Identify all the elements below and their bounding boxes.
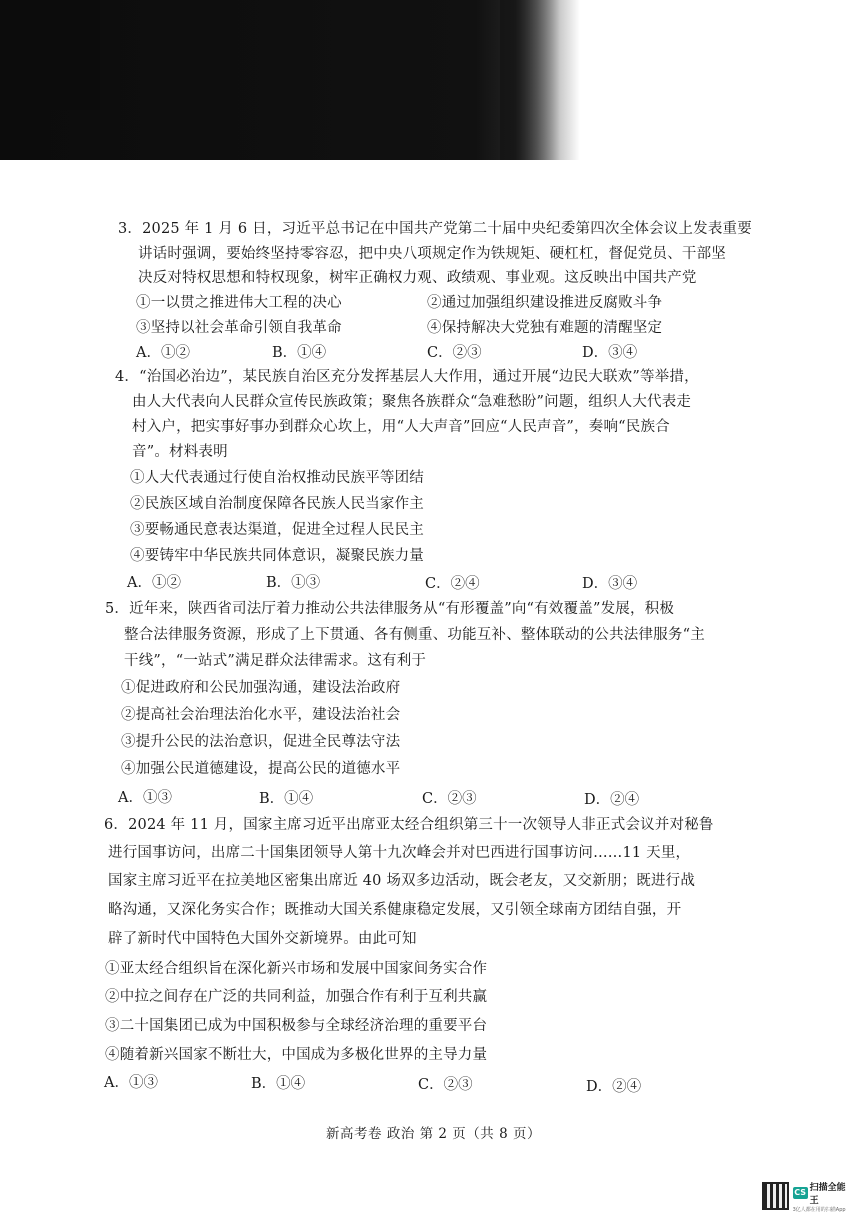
- scanner-watermark: [762, 1177, 852, 1215]
- q5-item-1: ①促进政府和公民加强沟通，建设法治政府: [121, 680, 401, 696]
- q5-stem-line-3: 干线”，“一站式”满足群众法律需求。这有利于: [124, 653, 427, 669]
- q4-item-4: ④要铸牢中华民族共同体意识，凝聚民族力量: [130, 548, 424, 564]
- q6-stem-line-5: 辟了新时代中国特色大国外交新境界。由此可知: [108, 931, 417, 947]
- q6-stem-line-3: 国家主席习近平在拉美地区密集出席近 40 场双多边活动，既会老友，又交新朋；既进行战: [108, 873, 696, 889]
- q3-item-1: ①一以贯之推进伟大工程的决心: [136, 295, 342, 311]
- q6-stem-line-2: 进行国事访问，出席二十国集团领导人第十九次峰会并对巴西进行国事访问……11 天里，: [108, 845, 691, 861]
- q5-option-a: A．①③: [118, 790, 172, 806]
- q3-item-2: ②通过加强组织建设推进反腐败斗争: [427, 295, 663, 311]
- q3-stem-line-2: 讲话时强调，要始终坚持零容忍，把中央八项规定作为铁规矩、硬杠杠，督促党员、干部坚: [138, 246, 726, 262]
- q5-item-2: ②提高社会治理法治化水平，建设法治社会: [121, 707, 401, 723]
- q5-item-4: ④加强公民道德建设，提高公民的道德水平: [121, 761, 401, 777]
- watermark-subtitle: 3亿人都在用的扫描App: [792, 1206, 846, 1213]
- q4-stem-line-4: 音”。材料表明: [132, 444, 228, 460]
- q3-option-a: A．①②: [136, 345, 190, 361]
- q5-option-c: C．②③: [422, 791, 477, 807]
- q3-option-d: D．③④: [582, 345, 638, 361]
- q3-stem-line-1: 3．2025 年 1 月 6 日，习近平总书记在中国共产党第二十届中央纪委第四次全体会议上发表重要: [118, 221, 752, 237]
- q6-item-3: ③二十国集团已成为中国积极参与全球经济治理的重要平台: [105, 1018, 488, 1034]
- q4-stem-line-1: 4．“治国必治边”，某民族自治区充分发挥基层人大作用，通过开展“边民大联欢”等举措，: [115, 369, 699, 385]
- q4-item-3: ③要畅通民意表达渠道，促进全过程人民民主: [130, 522, 424, 538]
- q4-stem-line-2: 由人大代表向人民群众宣传民族政策；聚焦各族群众“急难愁盼”问题，组织人大代表走: [132, 394, 692, 410]
- q4-item-1: ①人大代表通过行使自治权推动民族平等团结: [130, 470, 424, 486]
- q6-option-a: A．①③: [104, 1075, 158, 1091]
- q3-option-c: C．②③: [427, 345, 482, 361]
- q6-stem-line-4: 略沟通，又深化务实合作；既推动大国关系健康稳定发展，又引领全球南方团结自强，开: [108, 902, 682, 918]
- qr-code-icon: [762, 1182, 789, 1210]
- q6-option-c: C．②③: [418, 1077, 473, 1093]
- q5-item-3: ③提升公民的法治意识，促进全民尊法守法: [121, 734, 401, 750]
- q4-option-d: D．③④: [582, 576, 638, 592]
- q5-option-d: D．②④: [584, 792, 640, 808]
- q5-option-b: B．①④: [259, 791, 314, 807]
- q6-stem-line-1: 6．2024 年 11 月，国家主席习近平出席亚太经合组织第三十一次领导人非正式会议并对秘鲁: [104, 817, 714, 833]
- q3-item-3: ③坚持以社会革命引领自我革命: [136, 320, 342, 336]
- q5-stem-line-1: 5．近年来，陕西省司法厅着力推动公共法律服务从“有形覆盖”向“有效覆盖”发展，积极: [105, 601, 675, 617]
- q4-option-c: C．②④: [425, 576, 480, 592]
- q6-option-b: B．①④: [251, 1076, 306, 1092]
- q3-option-b: B．①④: [272, 345, 327, 361]
- q5-stem-line-2: 整合法律服务资源，形成了上下贯通、各有侧重、功能互补、整体联动的公共法律服务“主: [124, 627, 705, 643]
- watermark-text: [793, 1180, 852, 1213]
- q4-stem-line-3: 村入户，把实事好事办到群众心坎上，用“人大声音”回应“人民声音”，奏响“民族合: [132, 419, 670, 435]
- q6-item-4: ④随着新兴国家不断壮大，中国成为多极化世界的主导力量: [105, 1047, 488, 1063]
- watermark-title: 扫描全能王: [809, 1182, 846, 1206]
- page-footer: 新高考卷 政治 第 2 页（共 8 页）: [326, 1126, 541, 1142]
- q3-item-4: ④保持解决大党独有难题的清醒坚定: [427, 320, 663, 336]
- q6-item-2: ②中拉之间存在广泛的共同利益，加强合作有利于互利共赢: [105, 989, 488, 1005]
- q3-stem-line-3: 决反对特权思想和特权现象，树牢正确权力观、政绩观、事业观。这反映出中国共产党: [138, 270, 697, 286]
- q6-item-1: ①亚太经合组织旨在深化新兴市场和发展中国家间务实合作: [105, 961, 488, 977]
- camscanner-logo-icon: CS: [794, 1187, 807, 1197]
- q4-item-2: ②民族区域自治制度保障各民族人民当家作主: [130, 496, 424, 512]
- q6-option-d: D．②④: [586, 1079, 642, 1095]
- q4-option-b: B．①③: [266, 575, 321, 591]
- q4-option-a: A．①②: [127, 575, 181, 591]
